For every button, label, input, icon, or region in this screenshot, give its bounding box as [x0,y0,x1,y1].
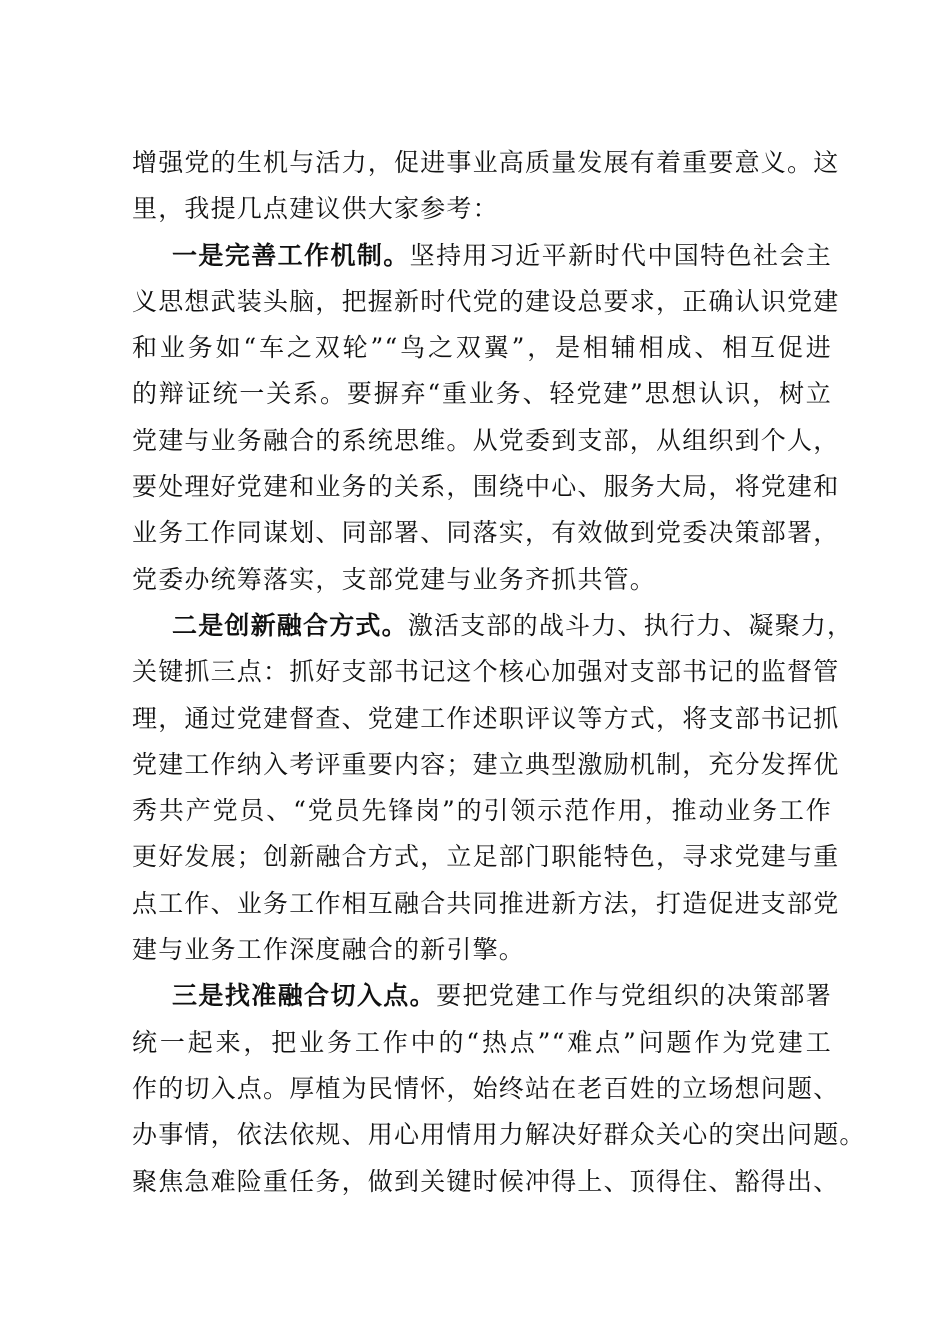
line-text: 激活支部的战斗力、执行力、凝聚力， [407,610,854,640]
text-line [132,788,832,834]
line-text: 党委办统筹落实，支部党建与业务齐抓共管。 [132,564,657,594]
line-text: 义思想武装头脑，把握新时代党的建设总要求，正确认识党建 [132,286,840,316]
text-line [132,834,840,880]
text-line [132,418,840,464]
paragraph-heading: 三是找准融合切入点。 [172,981,437,1011]
line-text: 业务工作同谋划、同部署、同落实，有效做到党委决策部署， [132,518,840,548]
line-text: 增强党的生机与活力，促进事业高质量发展有着重要意义。这 [132,148,840,177]
text-line [132,1020,832,1066]
text-line [132,649,840,695]
line-text: 点工作、业务工作相互融合共同推进新方法，打造促进支部党 [132,888,840,918]
paragraph-first-line [132,233,832,279]
line-text: 秀共产党员、“党员先锋岗”的引领示范作用，推动业务工作 [132,796,832,826]
line-text: 党建工作纳入考评重要内容；建立典型激励机制，充分发挥优 [132,749,840,779]
line-text: 更好发展；创新融合方式，立足部门职能特色，寻求党建与重 [132,842,840,872]
body-text [132,140,866,1205]
line-text: 要把党建工作与党组织的决策部署 [436,981,832,1011]
line-text: 要处理好党建和业务的关系，围绕中心、服务大局，将党建和 [132,472,840,502]
text-line [132,464,840,510]
text-line [132,186,832,232]
line-text: 党建与业务融合的系统思维。从党委到支部，从组织到个人， [132,425,840,455]
text-line [132,279,840,325]
text-line [132,742,840,788]
text-line [132,557,832,603]
line-text: 和业务如“车之双轮”“鸟之双翼”，是相辅相成、相互促进 [132,333,832,363]
text-line [132,1066,840,1112]
text-line [132,371,832,417]
line-text: 统一起来，把业务工作中的“热点”“难点”问题作为党建工 [132,1027,832,1057]
paragraph-first-line [132,973,832,1019]
text-line [132,140,840,186]
text-line [132,927,832,973]
paragraph-heading: 一是完善工作机制。 [172,240,410,270]
line-text: 作的切入点。厚植为民情怀，始终站在老百姓的立场想问题、 [132,1073,840,1103]
text-line [132,325,832,371]
line-text: 的辩证统一关系。要摒弃“重业务、轻党建”思想认识，树立 [132,379,832,409]
text-line [132,1159,840,1205]
line-text: 里，我提几点建议供大家参考： [132,194,499,224]
paragraph-first-line [132,603,854,649]
text-line [132,510,840,556]
text-line [132,696,840,742]
line-text: 建与业务工作深度融合的新引擎。 [132,935,526,965]
line-text: 理，通过党建督查、党建工作述职评议等方式，将支部书记抓 [132,703,840,733]
line-text: 坚持用习近平新时代中国特色社会主 [409,240,832,270]
line-text: 关键抓三点：抓好支部书记这个核心加强对支部书记的监督管 [132,657,840,687]
paragraph-heading: 二是创新融合方式。 [172,610,408,640]
line-text: 办事情，依法依规、用心用情用力解决好群众关心的突出问题。 [132,1120,866,1150]
text-line [132,1112,866,1158]
line-text: 聚焦急难险重任务，做到关键时候冲得上、顶得住、豁得出、 [132,1166,840,1196]
text-line [132,881,840,927]
